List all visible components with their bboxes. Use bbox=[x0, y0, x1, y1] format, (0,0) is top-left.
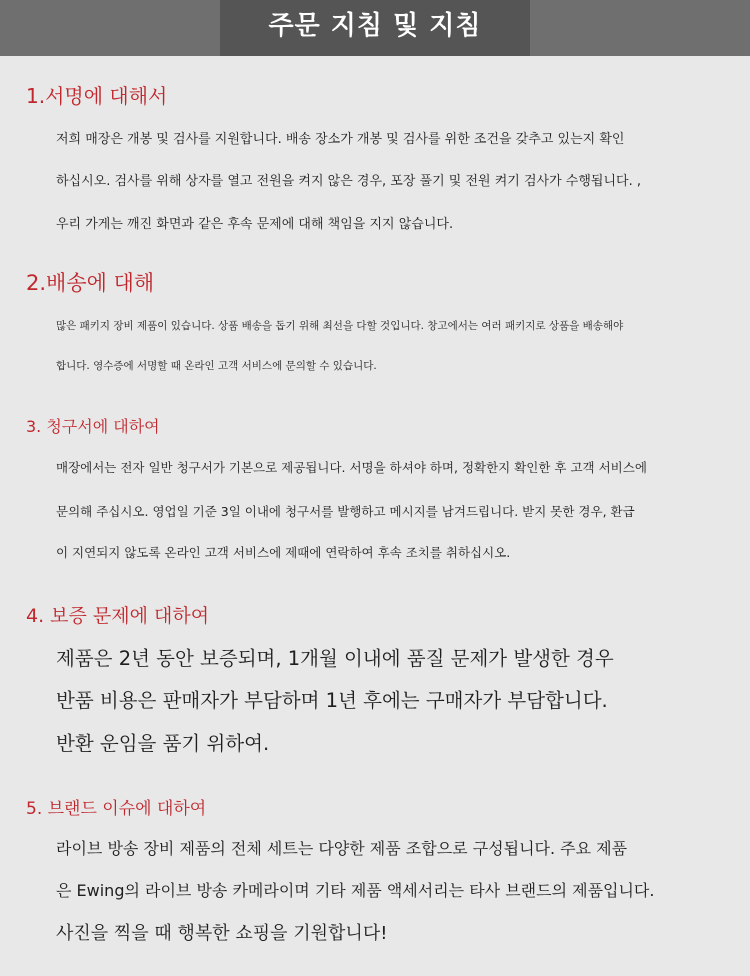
section-4-line-2: 반품 비용은 판매자가 부담하며 1년 후에는 구매자가 부담합니다. bbox=[56, 689, 608, 712]
section-4-line-1: 제품은 2년 동안 보증되며, 1개월 이내에 품질 문제가 발생한 경우 bbox=[56, 647, 614, 670]
section-heading-invoice: 3. 청구서에 대하여 bbox=[26, 417, 160, 436]
section-5-line-1: 라이브 방송 장비 제품의 전체 세트는 다양한 제품 조합으로 구성됩니다. 주요 제품 bbox=[56, 839, 628, 858]
section-3-line-3: 이 지연되지 않도록 온라인 고객 서비스에 제때에 연락하여 후속 조치를 취하십시오. bbox=[56, 545, 511, 560]
section-1-line-3: 우리 가게는 깨진 화면과 같은 후속 문제에 대해 책임을 지지 않습니다. bbox=[56, 217, 454, 232]
section-3-line-2: 문의해 주십시오. 영업일 기준 3일 이내에 청구서를 발행하고 메시지를 남겨드립니다. 받지 못한 경우, 환급 bbox=[56, 504, 635, 519]
section-5-line-2: 은 Ewing의 라이브 방송 카메라이며 기타 제품 액세서리는 타사 브랜드의 제품입니다. bbox=[56, 881, 655, 900]
section-5-line-3: 사진을 찍을 때 행복한 쇼핑을 기원합니다! bbox=[56, 923, 388, 944]
section-heading-warranty: 4. 보증 문제에 대하여 bbox=[26, 605, 210, 627]
page-title: 주문 지침 및 지침 bbox=[268, 11, 482, 41]
section-heading-signature: 1.서명에 대해서 bbox=[26, 84, 168, 108]
section-4-line-3: 반환 운임을 품기 위하여. bbox=[56, 732, 270, 755]
section-3-line-1: 매장에서는 전자 일반 청구서가 기본으로 제공됩니다. 서명을 하셔야 하며, 정확한지 확인한 후 고객 서비스에 bbox=[56, 460, 647, 475]
section-2-line-2: 합니다. 영수증에 서명할 때 온라인 고객 서비스에 문의할 수 있습니다. bbox=[56, 360, 377, 372]
section-1-line-1: 저희 매장은 개봉 및 검사를 지원합니다. 배송 장소가 개봉 및 검사를 위한 조건을 갖추고 있는지 확인 bbox=[56, 132, 625, 147]
section-1-line-2: 하십시오. 검사를 위해 상자를 열고 전원을 켜지 않은 경우, 포장 풀기 및 전원 켜기 검사가 수행됩니다. , bbox=[56, 174, 641, 189]
guidelines-content bbox=[0, 56, 750, 976]
section-heading-delivery: 2.배송에 대해 bbox=[26, 271, 155, 295]
section-2-line-1: 많은 패키지 장비 제품이 있습니다. 상품 배송을 돕기 위해 최선을 다할 것입니다. 창고에서는 여러 패키지로 상품을 배송해야 bbox=[56, 320, 624, 332]
section-heading-brand: 5. 브랜드 이슈에 대하여 bbox=[26, 799, 207, 819]
